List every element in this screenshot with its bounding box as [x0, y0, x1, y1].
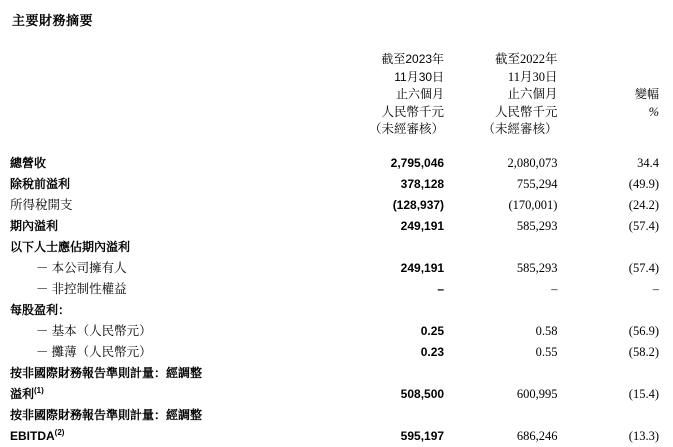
row-change: (57.4) [628, 218, 659, 233]
row-value-2022: 600,995 [516, 386, 558, 401]
row-value-2023: 249,191 [400, 260, 445, 275]
table-row [10, 153, 659, 174]
row-label: － 基本（人民幣元） [36, 323, 152, 338]
row-value-2022 [444, 237, 557, 258]
row-value-2023: (128,937) [392, 197, 445, 212]
header-change-unit: % [648, 104, 659, 119]
header-2022-line5: （未經審核） [482, 122, 558, 136]
row-change: – [652, 281, 659, 296]
row-label: 總營收 [10, 155, 47, 170]
row-value-2023: 249,191 [400, 218, 445, 233]
header-2023-line5: （未經審核） [369, 122, 445, 136]
table-row [10, 216, 659, 237]
header-2023-line2: 11月30日 [394, 69, 445, 84]
row-label-line1: 按非國際財務報告準則計量：經調整 [10, 407, 203, 422]
row-value-2023 [331, 237, 444, 258]
row-label: 每股盈利： [10, 302, 71, 317]
row-label-line2-text: 溢利 [10, 386, 35, 401]
row-value-2023: 0.23 [420, 344, 445, 359]
table-row [10, 342, 659, 363]
row-value-2022: 585,293 [516, 260, 558, 275]
financial-summary-table [10, 51, 659, 447]
table-row [10, 174, 659, 195]
row-value-2023: 2,795,046 [390, 155, 445, 170]
header-2023-line1: 截至2023年 [381, 52, 445, 66]
header-col-2023 [331, 51, 444, 139]
row-value-2023 [331, 300, 444, 321]
row-label-line2 [10, 426, 331, 447]
table-row [10, 237, 659, 258]
row-value-2022: (170,001) [508, 197, 558, 212]
footnote-marker: (2) [54, 427, 65, 437]
row-value-2023: 0.25 [420, 323, 445, 338]
header-2022-line1: 截至2022年 [494, 52, 558, 66]
header-spacer [10, 139, 659, 153]
table-row [10, 405, 659, 447]
footnote-marker: (1) [34, 385, 44, 395]
row-value-2023: 508,500 [400, 386, 445, 401]
table-row [10, 279, 659, 300]
row-value-2023: 378,128 [400, 176, 445, 191]
row-value-2022: 686,246 [516, 428, 558, 443]
row-label: 期內溢利 [10, 218, 59, 233]
row-change: (13.3) [628, 428, 659, 443]
row-value-2022: 585,293 [516, 218, 558, 233]
row-change: 34.4 [637, 155, 659, 170]
row-value-2022: 755,294 [516, 176, 558, 191]
row-change: (56.9) [628, 323, 659, 338]
row-label: 所得稅開支 [10, 197, 73, 212]
row-change [557, 237, 659, 258]
header-2022-line2: 11月30日 [507, 69, 558, 84]
table-row [10, 363, 659, 405]
table-row [10, 258, 659, 279]
header-blank-cell [10, 51, 331, 139]
header-col-change [557, 51, 659, 139]
row-label-line2-text: EBITDA [10, 428, 55, 443]
row-change: (15.4) [628, 386, 659, 401]
table-row [10, 321, 659, 342]
row-value-2023: – [437, 281, 445, 296]
header-change-label: 變幅 [634, 87, 659, 101]
row-label: 除稅前溢利 [10, 176, 71, 191]
row-change: (57.4) [628, 260, 659, 275]
row-label: － 本公司擁有人 [36, 260, 127, 275]
row-label: 以下人士應佔期內溢利 [10, 239, 131, 254]
row-value-2022 [444, 300, 557, 321]
row-change [557, 300, 659, 321]
row-value-2022: 2,080,073 [507, 155, 558, 170]
row-label [10, 405, 331, 447]
row-label: － 攤薄（人民幣元） [36, 344, 152, 359]
header-2022-line4: 人民幣千元 [494, 104, 558, 119]
row-value-2022: 0.58 [535, 323, 558, 338]
page-title: 主要財務摘要 [12, 13, 94, 28]
row-label [10, 363, 331, 405]
header-2022-line3: 止六個月 [507, 87, 558, 101]
table-row [10, 195, 659, 216]
table-row [10, 300, 659, 321]
header-col-2022 [444, 51, 557, 139]
header-2023-line4: 人民幣千元 [381, 104, 445, 119]
row-change: (49.9) [628, 176, 659, 191]
row-change: (58.2) [628, 344, 659, 359]
row-value-2022: 0.55 [535, 344, 558, 359]
row-label: － 非控制性權益 [36, 281, 127, 296]
row-label-line1: 按非國際財務報告準則計量：經調整 [10, 365, 203, 380]
table-body [10, 153, 659, 447]
header-2023-line3: 止六個月 [396, 87, 445, 101]
row-label-line2 [10, 384, 331, 405]
row-value-2023: 595,197 [400, 428, 445, 443]
row-change: (24.2) [628, 197, 659, 212]
table-header [10, 51, 659, 153]
row-value-2022: – [551, 281, 558, 296]
